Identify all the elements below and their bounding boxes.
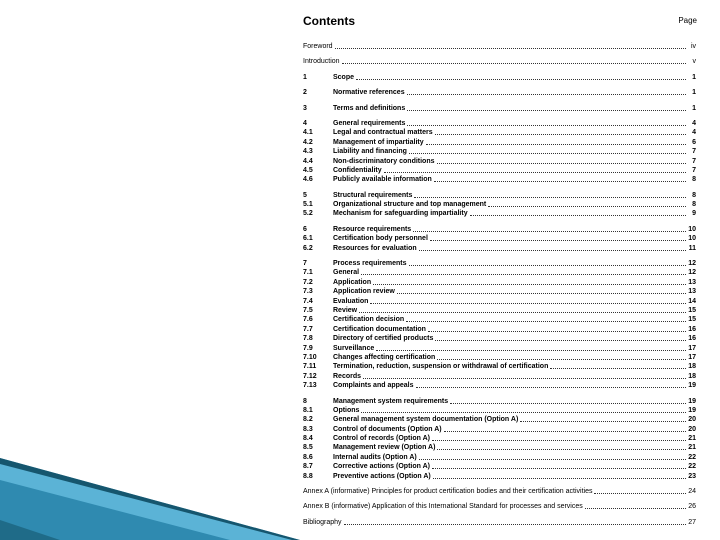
toc-dot-leader bbox=[416, 381, 686, 388]
toc-entry-title: Structural requirements bbox=[333, 191, 413, 199]
toc-entry[interactable] bbox=[303, 287, 696, 296]
toc-entry-title: Mechanism for safeguarding impartiality bbox=[333, 210, 468, 218]
toc-entry-page: 11 bbox=[688, 244, 696, 252]
toc-entry[interactable] bbox=[303, 138, 696, 147]
toc-entry[interactable] bbox=[303, 518, 696, 527]
toc-entry-number: 7.8 bbox=[303, 335, 313, 343]
toc-entry-page: 19 bbox=[688, 397, 696, 405]
toc-entry[interactable] bbox=[303, 362, 696, 371]
toc-dot-leader bbox=[444, 425, 686, 432]
toc-entry-page: 8 bbox=[692, 201, 696, 209]
toc-entry-title: Process requirements bbox=[333, 260, 407, 268]
toc-entry-number: 7.4 bbox=[303, 297, 313, 305]
toc-dot-leader bbox=[426, 138, 686, 145]
toc-entry-number: 8.5 bbox=[303, 444, 313, 452]
toc-entry-number: 8.2 bbox=[303, 416, 313, 424]
toc-dot-leader bbox=[414, 191, 686, 198]
toc-entry-page: 15 bbox=[688, 306, 696, 314]
toc-title: Contents bbox=[303, 14, 355, 28]
toc-entry-title: Confidentiality bbox=[333, 166, 382, 174]
toc-dot-leader bbox=[470, 209, 686, 216]
toc-entry[interactable] bbox=[303, 415, 696, 424]
toc-dot-leader bbox=[419, 244, 686, 251]
toc-dot-leader bbox=[520, 415, 686, 422]
toc-entry-title: Publicly available information bbox=[333, 176, 432, 184]
toc-entry-number: 4.1 bbox=[303, 129, 313, 137]
toc-dot-leader bbox=[434, 175, 686, 182]
toc-entry-page: 14 bbox=[688, 297, 696, 305]
toc-entry-number: 2 bbox=[303, 89, 307, 97]
toc-entry-page: 12 bbox=[688, 260, 696, 268]
toc-entry[interactable] bbox=[303, 244, 696, 253]
toc-entry-page: 7 bbox=[692, 166, 696, 174]
toc-entry[interactable] bbox=[303, 397, 696, 406]
toc-entry-number: 5 bbox=[303, 191, 307, 199]
toc-entry[interactable] bbox=[303, 166, 696, 175]
toc-entry-title: Complaints and appeals bbox=[333, 382, 414, 390]
toc-entry-page: 9 bbox=[692, 210, 696, 218]
toc-entry-title: Certification decision bbox=[333, 316, 405, 324]
toc-entry-title: General bbox=[333, 269, 360, 277]
toc-dot-leader bbox=[433, 472, 686, 479]
toc-entry-number: 7.6 bbox=[303, 316, 313, 324]
toc-entry-title: Resource requirements bbox=[333, 225, 412, 233]
toc-entry-number: 6 bbox=[303, 225, 307, 233]
toc-entry-title: Terms and definitions bbox=[333, 104, 406, 112]
toc-entry-number: 6.1 bbox=[303, 235, 313, 243]
toc-dot-leader bbox=[435, 334, 686, 341]
toc-dot-leader bbox=[384, 166, 686, 173]
toc-dot-leader bbox=[359, 306, 686, 313]
toc-entry-number: 7.11 bbox=[303, 363, 317, 371]
toc-entry[interactable] bbox=[303, 353, 696, 362]
toc-entry-number: 8.8 bbox=[303, 472, 313, 480]
toc-entry[interactable] bbox=[303, 259, 696, 268]
toc-entry-title: Scope bbox=[333, 73, 355, 81]
toc-entry-page: 18 bbox=[688, 372, 696, 380]
slide-corner-decoration bbox=[0, 450, 300, 540]
toc-entry[interactable] bbox=[303, 119, 696, 128]
toc-entry[interactable] bbox=[303, 425, 696, 434]
toc-entry-number: 8.1 bbox=[303, 406, 313, 414]
toc-entry-page: 6 bbox=[692, 138, 696, 146]
toc-dot-leader bbox=[437, 443, 686, 450]
toc-entry-title: Changes affecting certification bbox=[333, 353, 436, 361]
toc-dot-leader bbox=[432, 462, 686, 469]
toc-entry[interactable] bbox=[303, 434, 696, 443]
toc-entry-title: Corrective actions (Option A) bbox=[333, 463, 430, 471]
toc-entry-page: 13 bbox=[688, 288, 696, 296]
toc-dot-leader bbox=[585, 502, 686, 509]
toc-dot-leader bbox=[409, 259, 686, 266]
toc-dot-leader bbox=[594, 487, 686, 494]
toc-entry-title: Organizational structure and top management bbox=[333, 201, 487, 209]
toc-entry-number: 4.5 bbox=[303, 166, 313, 174]
toc-entry[interactable] bbox=[303, 42, 696, 51]
toc-dot-leader bbox=[356, 73, 686, 80]
toc-entry-page: 21 bbox=[688, 444, 696, 452]
toc-dot-leader bbox=[409, 147, 686, 154]
toc-entry-title: General management system documentation (Option A) bbox=[333, 416, 519, 424]
toc-entry-title: Internal audits (Option A) bbox=[333, 453, 417, 461]
toc-entry-page: 26 bbox=[688, 503, 696, 511]
toc-entry-page: 12 bbox=[688, 269, 696, 277]
toc-entry-page: 18 bbox=[688, 363, 696, 371]
toc-entry-number: 7.1 bbox=[303, 269, 313, 277]
toc-entry[interactable] bbox=[303, 462, 696, 471]
toc-entry-page: 22 bbox=[688, 453, 696, 461]
toc-entry-number: 4.2 bbox=[303, 138, 313, 146]
toc-entry-title: Application review bbox=[333, 288, 395, 296]
toc-entry-page: 17 bbox=[688, 353, 696, 361]
toc-entry-number: 7.7 bbox=[303, 325, 313, 333]
toc-entry-page: v bbox=[692, 58, 696, 66]
toc-entry-number: 8.7 bbox=[303, 463, 313, 471]
toc-entry-number: 4 bbox=[303, 119, 307, 127]
toc-entry-page: 10 bbox=[688, 225, 696, 233]
toc-entry-page: 7 bbox=[692, 157, 696, 165]
toc-entry-number: 7.3 bbox=[303, 288, 313, 296]
toc-dot-leader bbox=[413, 225, 686, 232]
toc-entry[interactable] bbox=[303, 268, 696, 277]
toc-entry[interactable] bbox=[303, 88, 696, 97]
toc-entry[interactable] bbox=[303, 209, 696, 218]
toc-entry-page: 1 bbox=[692, 104, 696, 112]
toc-entry-page: 24 bbox=[688, 488, 696, 496]
toc-dot-leader bbox=[419, 453, 686, 460]
toc-entry[interactable] bbox=[303, 325, 696, 334]
toc-entry[interactable] bbox=[303, 73, 696, 82]
toc-entry-number: 7.2 bbox=[303, 278, 313, 286]
toc-dot-leader bbox=[550, 362, 686, 369]
toc-entry[interactable] bbox=[303, 278, 696, 287]
toc-dot-leader bbox=[373, 278, 686, 285]
toc-entry-title: General requirements bbox=[333, 119, 406, 127]
toc-entry[interactable] bbox=[303, 104, 696, 113]
toc-dot-leader bbox=[437, 157, 686, 164]
toc-entry-page: 10 bbox=[688, 235, 696, 243]
toc-entry-page: 19 bbox=[688, 406, 696, 414]
toc-entry-title: Bibliography bbox=[303, 518, 342, 526]
toc-entry[interactable] bbox=[303, 191, 696, 200]
toc-entry-number: 7 bbox=[303, 260, 307, 268]
toc-entry[interactable] bbox=[303, 472, 696, 481]
toc-entry-title: Non-discriminatory conditions bbox=[333, 157, 435, 165]
toc-entry-title: Legal and contractual matters bbox=[333, 129, 433, 137]
document-page bbox=[291, 8, 699, 526]
toc-entry-number: 7.12 bbox=[303, 372, 317, 380]
toc-entry-number: 5.2 bbox=[303, 210, 313, 218]
toc-entry-title: Foreword bbox=[303, 43, 333, 50]
toc-dot-leader bbox=[407, 119, 686, 126]
toc-entry-title: Options bbox=[333, 406, 360, 414]
toc-entry-number: 4.3 bbox=[303, 148, 313, 156]
toc-dot-leader bbox=[428, 325, 686, 332]
toc-dot-leader bbox=[407, 88, 686, 95]
toc-entry-title: Termination, reduction, suspension or withdrawal of certification bbox=[333, 363, 549, 371]
toc-entry[interactable] bbox=[303, 315, 696, 324]
toc-entry-page: 23 bbox=[688, 472, 696, 480]
toc-dot-leader bbox=[335, 42, 686, 49]
toc-dot-leader bbox=[361, 268, 686, 275]
toc-entry[interactable] bbox=[303, 175, 696, 184]
toc-entry[interactable] bbox=[303, 200, 696, 209]
toc-header bbox=[303, 14, 699, 32]
toc-entry[interactable] bbox=[303, 147, 696, 156]
toc-entry-page: 20 bbox=[688, 425, 696, 433]
toc-entry-title: Records bbox=[333, 372, 362, 380]
toc-entry-number: 3 bbox=[303, 104, 307, 112]
toc-entry-title: Annex B (informative) Application of this International Standard for processes and services bbox=[303, 503, 583, 511]
toc-entry[interactable] bbox=[303, 334, 696, 343]
toc-entry-title: Certification documentation bbox=[333, 325, 426, 333]
toc-entry-title: Control of documents (Option A) bbox=[333, 425, 442, 433]
toc-entry[interactable] bbox=[303, 443, 696, 452]
toc-entry[interactable] bbox=[303, 344, 696, 353]
toc-page-label: Page bbox=[678, 16, 697, 25]
toc-dot-leader bbox=[376, 344, 686, 351]
toc-entry-number: 4.6 bbox=[303, 176, 313, 184]
toc-entry-number: 1 bbox=[303, 73, 307, 81]
toc-list bbox=[303, 42, 696, 527]
toc-entry-page: 17 bbox=[688, 344, 696, 352]
toc-dot-leader bbox=[406, 315, 686, 322]
toc-dot-leader bbox=[363, 372, 686, 379]
toc-entry-title: Normative references bbox=[333, 89, 405, 97]
toc-entry-number: 4.4 bbox=[303, 157, 313, 165]
toc-entry-number: 7.13 bbox=[303, 382, 317, 390]
toc-dot-leader bbox=[361, 406, 686, 413]
toc-entry-page: 13 bbox=[688, 278, 696, 286]
toc-dot-leader bbox=[430, 234, 686, 241]
toc-entry-page: iv bbox=[690, 43, 696, 50]
toc-dot-leader bbox=[432, 434, 686, 441]
toc-dot-leader bbox=[450, 397, 686, 404]
toc-entry-page: 16 bbox=[688, 335, 696, 343]
toc-entry-number: 5.1 bbox=[303, 201, 313, 209]
toc-entry-number: 7.10 bbox=[303, 353, 317, 361]
toc-entry-title: Management review (Option A) bbox=[333, 444, 436, 452]
toc-entry-page: 8 bbox=[692, 191, 696, 199]
toc-entry-title: Control of records (Option A) bbox=[333, 435, 430, 443]
toc-entry[interactable] bbox=[303, 502, 696, 511]
toc-entry[interactable] bbox=[303, 128, 696, 137]
toc-entry[interactable] bbox=[303, 306, 696, 315]
toc-dot-leader bbox=[397, 287, 686, 294]
toc-entry-page: 20 bbox=[688, 416, 696, 424]
toc-entry-number: 8.3 bbox=[303, 425, 313, 433]
toc-entry-page: 27 bbox=[688, 518, 696, 526]
toc-entry[interactable] bbox=[303, 297, 696, 306]
toc-dot-leader bbox=[344, 518, 686, 525]
toc-entry-title: Evaluation bbox=[333, 297, 369, 305]
toc-dot-leader bbox=[435, 128, 686, 135]
toc-entry-page: 16 bbox=[688, 325, 696, 333]
toc-entry-page: 1 bbox=[692, 73, 696, 81]
toc-entry-title: Directory of certified products bbox=[333, 335, 434, 343]
toc-entry-title: Resources for evaluation bbox=[333, 244, 417, 252]
toc-entry-page: 19 bbox=[688, 382, 696, 390]
toc-entry-page: 15 bbox=[688, 316, 696, 324]
toc-dot-leader bbox=[342, 57, 686, 64]
toc-entry-title: Application bbox=[333, 278, 372, 286]
toc-entry[interactable] bbox=[303, 487, 696, 496]
toc-entry-page: 4 bbox=[692, 129, 696, 137]
toc-entry[interactable] bbox=[303, 381, 696, 390]
toc-entry[interactable] bbox=[303, 372, 696, 381]
toc-entry[interactable] bbox=[303, 406, 696, 415]
toc-dot-leader bbox=[437, 353, 686, 360]
toc-entry-title: Management system requirements bbox=[333, 397, 449, 405]
toc-entry-page: 21 bbox=[688, 435, 696, 443]
toc-entry-number: 6.2 bbox=[303, 244, 313, 252]
toc-entry-page: 7 bbox=[692, 148, 696, 156]
toc-entry-number: 8 bbox=[303, 397, 307, 405]
toc-entry-page: 22 bbox=[688, 463, 696, 471]
toc-entry-title: Surveillance bbox=[333, 344, 375, 352]
toc-dot-leader bbox=[370, 297, 686, 304]
toc-entry-page: 8 bbox=[692, 176, 696, 184]
toc-entry[interactable] bbox=[303, 225, 696, 234]
toc-entry[interactable] bbox=[303, 57, 696, 66]
toc-entry-title: Review bbox=[333, 306, 358, 314]
toc-entry-title: Certification body personnel bbox=[333, 235, 428, 243]
toc-entry-title: Annex A (informative) Principles for product certification bodies and their certification activities bbox=[303, 488, 593, 496]
toc-entry-title: Management of impartiality bbox=[333, 138, 424, 146]
toc-entry-title: Introduction bbox=[303, 58, 340, 66]
toc-entry-title: Liability and financing bbox=[333, 148, 407, 156]
toc-entry[interactable] bbox=[303, 234, 696, 243]
toc-entry-number: 7.5 bbox=[303, 306, 313, 314]
toc-entry-number: 8.6 bbox=[303, 453, 313, 461]
toc-entry[interactable] bbox=[303, 453, 696, 462]
toc-entry-page: 1 bbox=[692, 89, 696, 97]
toc-dot-leader bbox=[407, 104, 686, 111]
toc-dot-leader bbox=[488, 200, 686, 207]
toc-entry[interactable] bbox=[303, 157, 696, 166]
toc-entry-number: 8.4 bbox=[303, 435, 313, 443]
toc-entry-title: Preventive actions (Option A) bbox=[333, 472, 431, 480]
toc-entry-number: 7.9 bbox=[303, 344, 313, 352]
toc-entry-page: 4 bbox=[692, 119, 696, 127]
